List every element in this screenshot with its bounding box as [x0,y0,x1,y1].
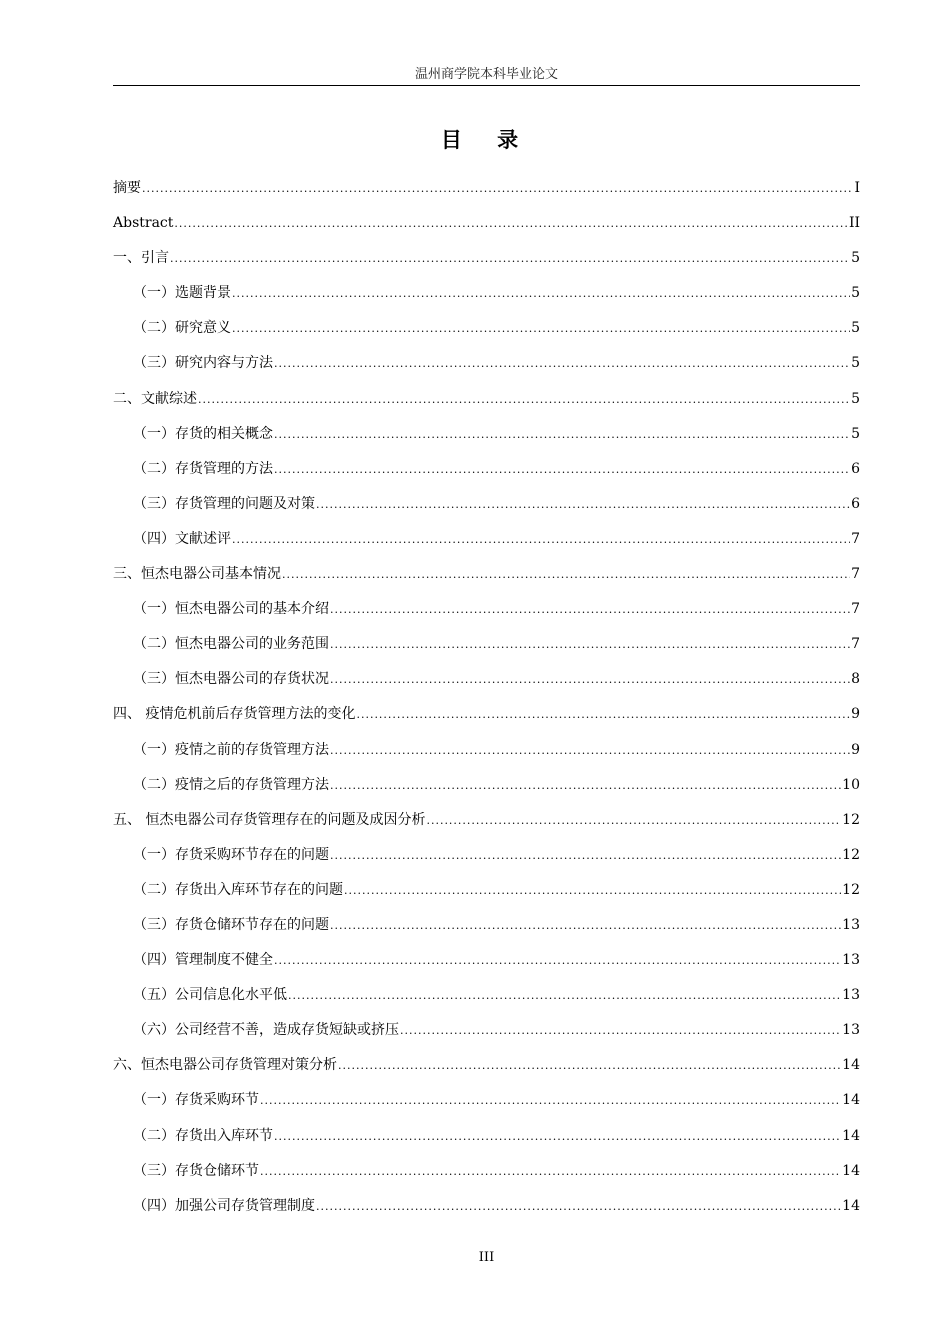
toc-entry[interactable] [113,949,860,984]
toc-entry-label: （一）恒杰电器公司的基本介绍 [133,601,329,618]
toc-entry-page: 13 [842,987,860,1004]
toc-leader-dots [142,178,853,200]
toc-leader-dots [274,353,850,375]
toc-entry[interactable] [113,809,860,844]
toc-entry-label: （三）存货仓储环节 [133,1162,259,1179]
toc-leader-dots [330,599,850,621]
toc-entry-page: II [848,215,860,232]
toc-leader-dots [400,1020,841,1042]
toc-entry-label: （一）存货采购环节存在的问题 [133,846,329,863]
toc-leader-dots [356,704,850,726]
toc-entry-label: （一）选题背景 [133,285,231,302]
toc-leader-dots [260,1161,841,1183]
toc-entry-page: 7 [851,601,860,618]
toc-entry-page: 13 [842,1022,860,1039]
toc-entry-label: （三）研究内容与方法 [133,355,273,372]
toc-entry[interactable] [113,388,860,423]
toc-entry-label: （三）存货仓储环节存在的问题 [133,916,329,933]
toc-entry[interactable] [113,247,860,282]
toc-entry-page: 14 [842,1127,860,1144]
toc-leader-dots [282,564,850,586]
toc-leader-dots [316,494,850,516]
toc-entry[interactable] [113,282,860,317]
toc-entry[interactable] [113,212,860,247]
toc-entry-label: （四）加强公司存货管理制度 [133,1197,315,1214]
toc-entry-page: 6 [851,460,860,477]
toc-leader-dots [330,775,841,797]
toc-entry-page: 5 [851,250,860,267]
toc-entry[interactable] [113,352,860,387]
toc-entry[interactable] [113,984,860,1019]
toc-entry-page: 6 [851,495,860,512]
toc-entry-label: （二）存货管理的方法 [133,460,273,477]
toc-entry-label: （一）存货采购环节 [133,1092,259,1109]
toc-leader-dots [174,213,848,235]
toc-entry-page: 7 [851,636,860,653]
toc-entry-label: （三）恒杰电器公司的存货状况 [133,671,329,688]
running-header: 温州商学院本科毕业论文 [414,67,558,82]
toc-entry-page: 7 [851,566,860,583]
toc-entry[interactable] [113,1195,860,1230]
toc-entry-label: （四）文献述评 [133,530,231,547]
toc-entry-label: （二）存货出入库环节存在的问题 [133,881,343,898]
toc-entry-page: 5 [851,425,860,442]
toc-entry-page: 14 [842,1092,860,1109]
toc-leader-dots [330,634,850,656]
toc-entry-page: I [854,180,860,196]
toc-leader-dots [170,248,850,270]
toc-entry-label: （五）公司信息化水平低 [133,987,287,1004]
toc-entry-page: 13 [842,952,860,969]
toc-entry[interactable] [113,528,860,563]
toc-entry-page: 14 [842,1057,860,1074]
toc-leader-dots [274,1126,841,1148]
toc-entry-label: 摘要 [113,180,141,196]
toc-leader-dots [330,669,850,691]
toc-entry-label: 二、文献综述 [113,390,197,407]
toc-entry-page: 7 [851,530,860,547]
toc-entry-page: 5 [851,355,860,372]
toc-entry-label: （四）管理制度不健全 [133,952,273,969]
toc-entry-page: 5 [851,320,860,337]
toc-entry-page: 12 [842,881,860,898]
toc-entry-page: 9 [851,706,860,723]
toc-leader-dots [232,318,850,340]
toc-entry[interactable] [113,423,860,458]
toc-entry[interactable] [113,1054,860,1089]
toc-entry-page: 14 [842,1162,860,1179]
toc-entry-page: 13 [842,916,860,933]
toc-entry-label: （二）存货出入库环节 [133,1127,273,1144]
toc-entry-label: （二）疫情之后的存货管理方法 [133,776,329,793]
toc-leader-dots [232,529,850,551]
toc-entry-label: 六、恒杰电器公司存货管理对策分析 [113,1057,337,1074]
toc-entry[interactable] [113,633,860,668]
toc-leader-dots [260,1090,841,1112]
toc-entry[interactable] [113,1160,860,1195]
toc-leader-dots [316,1196,841,1218]
table-of-contents [113,177,860,1230]
toc-entry[interactable] [113,458,860,493]
toc-entry-label: （一）存货的相关概念 [133,425,273,442]
toc-entry[interactable] [113,879,860,914]
toc-entry[interactable] [113,598,860,633]
toc-entry[interactable] [113,739,860,774]
toc-entry-page: 5 [851,390,860,407]
toc-entry[interactable] [113,668,860,703]
toc-leader-dots [274,950,841,972]
toc-title: 目 录 [440,127,533,152]
toc-entry-label: 四、 疫情危机前后存货管理方法的变化 [113,706,356,723]
toc-entry-label: 三、恒杰电器公司基本情况 [113,566,281,583]
toc-entry[interactable] [113,774,860,809]
page-number: III [478,1250,495,1265]
toc-entry[interactable] [113,844,860,879]
toc-entry-label: （二）研究意义 [133,320,231,337]
toc-entry[interactable] [113,1089,860,1124]
toc-entry-label: 一、引言 [113,250,169,267]
toc-leader-dots [330,740,850,762]
toc-entry-label: （三）存货管理的问题及对策 [133,495,315,512]
toc-entry[interactable] [113,317,860,352]
toc-leader-dots [274,424,850,446]
toc-entry-page: 5 [851,285,860,302]
toc-entry[interactable] [113,177,860,212]
toc-entry-page: 12 [842,811,860,828]
toc-entry-label: （一）疫情之前的存货管理方法 [133,741,329,758]
toc-entry[interactable] [113,703,860,738]
toc-entry-label: 五、 恒杰电器公司存货管理存在的问题及成因分析 [113,811,426,828]
toc-leader-dots [338,1055,841,1077]
toc-leader-dots [274,459,850,481]
toc-entry-label: （二）恒杰电器公司的业务范围 [133,636,329,653]
toc-entry-page: 10 [842,776,860,793]
toc-entry[interactable] [113,1125,860,1160]
toc-entry-label: Abstract [113,215,174,232]
toc-leader-dots [288,985,841,1007]
toc-entry-page: 9 [851,741,860,758]
toc-leader-dots [330,845,841,867]
toc-entry-page: 14 [842,1197,860,1214]
toc-entry[interactable] [113,493,860,528]
toc-leader-dots [344,880,841,902]
toc-entry-page: 12 [842,846,860,863]
toc-entry[interactable] [113,1019,860,1054]
toc-leader-dots [426,810,841,832]
header-rule [113,85,860,86]
toc-leader-dots [232,283,850,305]
toc-leader-dots [198,389,850,411]
toc-entry-label: （六）公司经营不善，造成存货短缺或挤压 [133,1022,399,1039]
toc-entry-page: 8 [851,671,860,688]
toc-entry[interactable] [113,914,860,949]
toc-leader-dots [330,915,841,937]
toc-entry[interactable] [113,563,860,598]
